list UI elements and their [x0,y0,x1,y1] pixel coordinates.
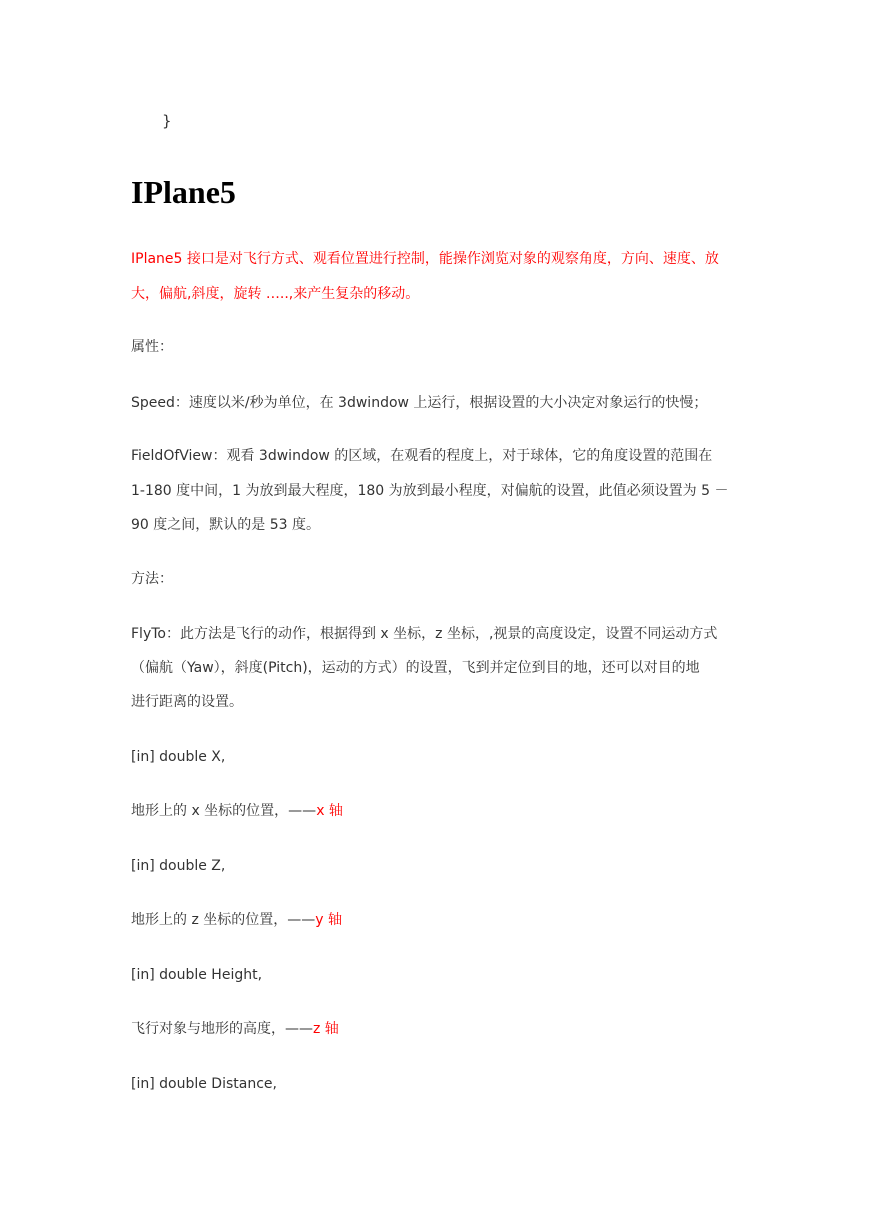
methods-heading: 方法： [131,571,173,587]
param-x-desc [131,801,343,821]
param-x-axis: x 轴 [316,803,343,819]
speed-name: Speed [131,395,175,411]
param-x-desc-text: 地形上的 x 坐标的位置，—— [131,803,317,819]
param-z-signature: [in] double Z, [131,858,226,874]
flyto-desc-1: ：此方法是飞行的动作，根据得到 x 坐标，z 坐标，,视景的高度设定，设置不同运动方式 [165,626,718,642]
intro-line-1: IPlane5 接口是对飞行方式、观看位置进行控制，能操作浏览对象的观察角度，方向、速度、放 [131,251,719,267]
intro-line-2: 大，偏航,斜度，旋转 …..,来产生复杂的移动。 [131,286,420,302]
param-x-signature: [in] double X, [131,749,226,765]
param-z-desc [131,910,342,930]
param-distance-signature: [in] double Distance, [131,1076,277,1092]
fieldofview-line-3: 90 度之间，默认的是 53 度。 [131,517,320,533]
closing-brace: } [162,112,172,130]
param-height-signature: [in] double Height, [131,967,263,983]
fieldofview-line-1 [131,446,712,466]
fieldofview-name: FieldOfView [131,448,213,464]
flyto-line-2: （偏航（Yaw），斜度(Pitch)，运动的方式）的设置，飞到并定位到目的地，还可以对目的地 [131,660,700,676]
flyto-name: FlyTo [131,626,166,642]
page-title: IPlane5 [131,174,236,210]
param-height-desc [131,1019,339,1039]
flyto-line-3: 进行距离的设置。 [131,694,243,710]
fieldofview-line-2: 1-180 度中间，1 为放到最大程度，180 为放到最小程度，对偏航的设置，此值必须设置为 5 － [131,483,729,499]
param-height-desc-text: 飞行对象与地形的高度，—— [131,1021,313,1037]
param-z-axis: y 轴 [315,912,342,928]
properties-heading: 属性： [131,339,173,355]
fieldofview-desc-1: ：观看 3dwindow 的区域，在观看的程度上，对于球体，它的角度设置的范围在 [212,448,713,464]
flyto-line-1 [131,624,717,644]
param-z-desc-text: 地形上的 z 坐标的位置，—— [131,912,316,928]
param-height-axis: z 轴 [313,1021,339,1037]
speed-property [131,393,707,413]
speed-desc: ：速度以米/秒为单位，在 3dwindow 上运行，根据设置的大小决定对象运行的快慢； [174,395,708,411]
